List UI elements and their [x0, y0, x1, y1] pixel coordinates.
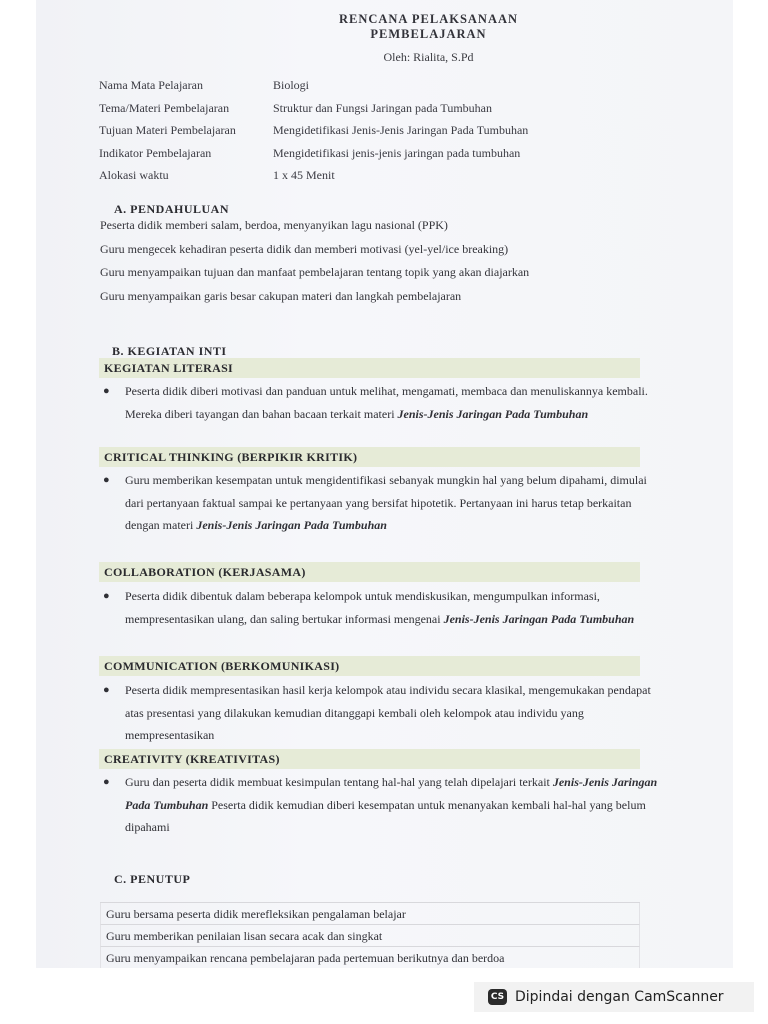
watermark-text: Dipindai dengan CamScanner	[515, 989, 724, 1005]
bullet-icon: ●	[103, 590, 110, 602]
critical-thinking-band: CRITICAL THINKING (BERPIKIR KRITIK)	[99, 447, 640, 467]
bullet-icon: ●	[103, 385, 110, 397]
communication-bullet: ● Peserta didik mempresentasikan hasil kerja kelompok atau individu secara klasikal, mengemukakan pendapat atas presentasi yang dilakukan kemudian ditanggapi kembali oleh kelompok atau individu yang mempresentasikan	[99, 679, 659, 747]
collaboration-bullet: ● Peserta didik dibentuk dalam beberapa kelompok untuk mendiskusikan, mengumpulkan informasi, mempresentasikan ulang, dan saling bertukar informasi mengenai Jenis-Jenis Jaringan Pada Tumbuhan	[99, 585, 659, 630]
table-row: Guru memberikan penilaian lisan secara acak dan singkat	[100, 925, 640, 947]
table-row: Guru bersama peserta didik merefleksikan pengalaman belajar	[100, 903, 640, 925]
creativity-band: CREATIVITY (KREATIVITAS)	[99, 749, 640, 769]
meta-table	[99, 77, 659, 190]
meta-row: Alokasi waktu 1 x 45 Menit	[99, 168, 335, 182]
author-line: Oleh: Rialita, S.Pd	[383, 50, 474, 64]
penutup-table	[100, 902, 640, 968]
bullet-icon: ●	[103, 684, 110, 696]
section-b-heading: B. KEGIATAN INTI	[112, 344, 227, 358]
table-row: Guru menyampaikan rencana pembelajaran pada pertemuan berikutnya dan berdoa	[100, 947, 640, 968]
document-title	[36, 12, 733, 42]
meta-row: Nama Mata Pelajaran Biologi	[99, 78, 310, 92]
section-a-lines	[100, 217, 660, 311]
meta-row: Tema/Materi Pembelajaran Struktur dan Fungsi Jaringan pada Tumbuhan	[99, 100, 492, 115]
creativity-bullet: ● Guru dan peserta didik membuat kesimpulan tentang hal-hal yang telah dipelajari terkait Jenis-Jenis Jaringan Pada Tumbuhan Peserta didik kemudian diberi kesempatan untuk menanyakan kembali hal-hal yang belum dipahami	[99, 771, 659, 839]
camscanner-icon: CS	[488, 989, 507, 1005]
document-page	[36, 0, 733, 968]
critical-thinking-bullet: ● Guru memberikan kesempatan untuk mengidentifikasi sebanyak mungkin hal yang belum dipahami, dimulai dari pertanyaan faktual sampai ke pertanyaan yang bersifat hipotetik. Pertanyaan ini harus tetap berkaitan dengan materi Jenis-Jenis Jaringan Pada Tumbuhan	[99, 469, 659, 537]
section-a-line: Guru menyampaikan tujuan dan manfaat pembelajaran tentang topik yang akan diajarkan	[100, 265, 530, 279]
literasi-band: KEGIATAN LITERASI	[99, 358, 640, 378]
section-a-line: Peserta didik memberi salam, berdoa, menyanyikan lagu nasional (PPK)	[100, 218, 448, 232]
section-a-line: Guru menyampaikan garis besar cakupan materi dan langkah pembelajaran	[100, 288, 462, 303]
collaboration-band: COLLABORATION (KERJASAMA)	[99, 562, 640, 582]
section-a-heading: A. PENDAHULUAN	[114, 202, 229, 216]
meta-row: Indikator Pembelajaran Mengidetifikasi jenis-jenis jaringan pada tumbuhan	[99, 145, 521, 160]
section-c-heading: C. PENUTUP	[114, 872, 191, 886]
literasi-bullet: ● Peserta didik diberi motivasi dan panduan untuk melihat, mengamati, membaca dan menuliskannya kembali. Mereka diberi tayangan dan bahan bacaan terkait materi Jenis-Jenis Jaringan Pada Tumbuhan	[99, 380, 659, 425]
camscanner-watermark	[474, 982, 754, 1012]
meta-row: Tujuan Materi Pembelajaran Mengidetifikasi Jenis-Jenis Jaringan Pada Tumbuhan	[99, 123, 529, 137]
title-line-1: RENCANA PELAKSANAAN	[338, 12, 519, 26]
title-line-2: PEMBELAJARAN	[370, 27, 487, 41]
communication-band: COMMUNICATION (BERKOMUNIKASI)	[99, 656, 640, 676]
bullet-icon: ●	[103, 474, 110, 486]
section-a-line: Guru mengecek kehadiran peserta didik dan memberi motivasi (yel-yel/ice breaking)	[100, 241, 509, 256]
bullet-icon: ●	[103, 776, 110, 788]
